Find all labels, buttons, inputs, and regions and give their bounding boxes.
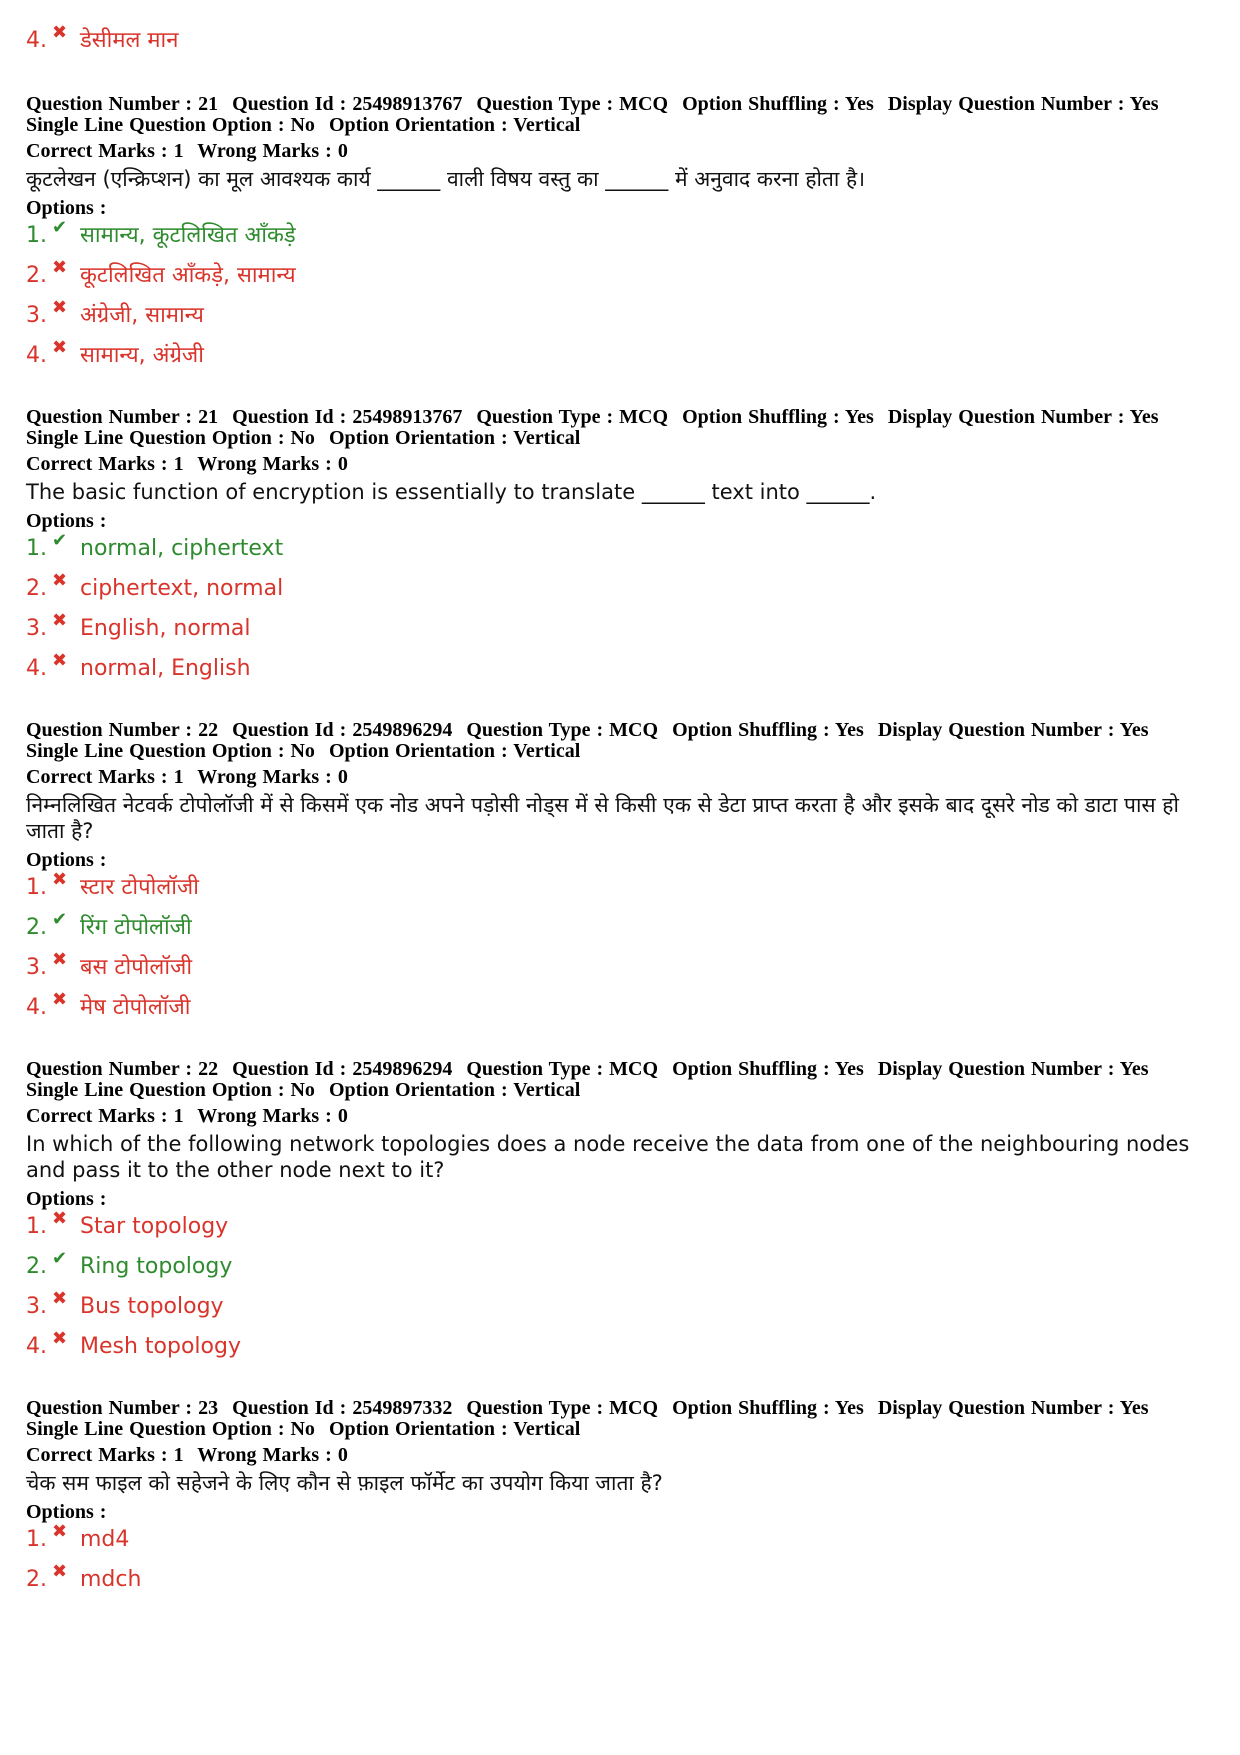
option-row — [26, 570, 1216, 614]
option-number: 4. — [26, 995, 47, 1020]
options-list — [26, 1521, 1216, 1605]
options-list — [26, 217, 1216, 381]
check-icon: ✔ — [52, 530, 68, 551]
question-stem: The basic function of encryption is essentially to translate ______ text into ______. — [26, 480, 877, 504]
option-text: normal, English — [80, 656, 251, 681]
option-text: सामान्य, कूटलिखित आँकड़े — [80, 223, 296, 248]
options-label: Options : — [26, 849, 107, 871]
option-text: mdch — [80, 1567, 142, 1592]
question-block — [26, 407, 1216, 694]
wrong-marks: Wrong Marks : 0 — [197, 766, 348, 788]
wrong-marks: Wrong Marks : 0 — [197, 140, 348, 162]
check-icon: ✔ — [52, 1248, 68, 1269]
question-meta-line-1 — [26, 720, 1216, 741]
option-number: 3. — [26, 616, 47, 641]
single-line-option: Single Line Question Option : No — [26, 427, 315, 449]
option-text: Bus topology — [80, 1294, 224, 1319]
check-icon: ✔ — [52, 909, 68, 930]
option-shuffling: Option Shuffling : Yes — [672, 1397, 864, 1419]
options-list — [26, 530, 1216, 694]
marks-line — [26, 1445, 1216, 1466]
question-block — [26, 1398, 1216, 1605]
option-orientation: Option Orientation : Vertical — [328, 114, 581, 136]
question-meta-line-1 — [26, 1398, 1216, 1419]
question-meta-line-2 — [26, 1419, 1216, 1440]
options-list — [26, 1208, 1216, 1372]
option-row — [26, 610, 1216, 654]
question-id: Question Id : 25498913767 — [232, 406, 463, 428]
question-type: Question Type : MCQ — [466, 1397, 659, 1419]
question-type: Question Type : MCQ — [476, 406, 669, 428]
cross-icon: ✖ — [52, 650, 68, 671]
option-number: 3. — [26, 303, 47, 328]
option-shuffling: Option Shuffling : Yes — [682, 406, 874, 428]
display-question-number: Display Question Number : Yes — [877, 719, 1149, 741]
option-text: कूटलिखित आँकड़े, सामान्य — [80, 263, 296, 288]
option-number: 1. — [26, 536, 47, 561]
option-row — [26, 650, 1216, 694]
cross-icon: ✖ — [52, 297, 68, 318]
option-row — [26, 1328, 1216, 1372]
option-text: md4 — [80, 1527, 130, 1552]
question-meta-line-2 — [26, 428, 1216, 449]
option-number: 4. — [26, 343, 47, 368]
option-row — [26, 217, 1216, 261]
option-number: 1. — [26, 223, 47, 248]
cross-icon: ✖ — [52, 869, 68, 890]
single-line-option: Single Line Question Option : No — [26, 1418, 315, 1440]
option-row — [26, 869, 1216, 913]
question-stem: चेक सम फाइल को सहेजने के लिए कौन से फ़ाइल फॉर्मेट का उपयोग किया जाता है? — [26, 1471, 663, 1495]
wrong-marks: Wrong Marks : 0 — [197, 453, 348, 475]
option-orientation: Option Orientation : Vertical — [328, 427, 581, 449]
option-orientation: Option Orientation : Vertical — [328, 740, 581, 762]
option-row — [26, 1208, 1216, 1252]
option-text: Star topology — [80, 1214, 229, 1239]
wrong-marks: Wrong Marks : 0 — [197, 1444, 348, 1466]
question-id: Question Id : 2549897332 — [232, 1397, 453, 1419]
correct-marks: Correct Marks : 1 — [26, 1444, 184, 1466]
question-id: Question Id : 25498913767 — [232, 93, 463, 115]
option-text: स्टार टोपोलॉजी — [80, 875, 199, 900]
cross-icon: ✖ — [52, 257, 68, 278]
question-type: Question Type : MCQ — [466, 719, 659, 741]
option-number: 3. — [26, 955, 47, 980]
question-id: Question Id : 2549896294 — [232, 719, 453, 741]
wrong-marks: Wrong Marks : 0 — [197, 1105, 348, 1127]
cross-icon: ✖ — [52, 1561, 68, 1582]
option-text: ciphertext, normal — [80, 576, 284, 601]
options-label: Options : — [26, 1501, 107, 1523]
check-icon: ✔ — [52, 217, 68, 238]
option-shuffling: Option Shuffling : Yes — [672, 1058, 864, 1080]
question-meta-line-1 — [26, 407, 1216, 428]
correct-marks: Correct Marks : 1 — [26, 766, 184, 788]
correct-marks: Correct Marks : 1 — [26, 453, 184, 475]
cross-icon: ✖ — [52, 1328, 68, 1349]
single-line-option: Single Line Question Option : No — [26, 740, 315, 762]
lead-options — [26, 22, 1216, 66]
question-number: Question Number : 21 — [26, 406, 219, 428]
question-paper — [26, 22, 1216, 1631]
question-number: Question Number : 22 — [26, 719, 219, 741]
option-row — [26, 22, 1216, 66]
cross-icon: ✖ — [52, 949, 68, 970]
option-number: 4. — [26, 1334, 47, 1359]
question-block — [26, 720, 1216, 1033]
question-type: Question Type : MCQ — [476, 93, 669, 115]
option-row — [26, 1288, 1216, 1332]
question-id: Question Id : 2549896294 — [232, 1058, 453, 1080]
question-meta-line-2 — [26, 1080, 1216, 1101]
option-text: रिंग टोपोलॉजी — [80, 915, 192, 940]
option-number: 1. — [26, 1214, 47, 1239]
cross-icon: ✖ — [52, 1521, 68, 1542]
option-text: English, normal — [80, 616, 251, 641]
option-number: 1. — [26, 875, 47, 900]
question-block — [26, 1059, 1216, 1372]
option-number: 2. — [26, 263, 47, 288]
option-text: normal, ciphertext — [80, 536, 284, 561]
question-stem: निम्नलिखित नेटवर्क टोपोलॉजी में से किसमें एक नोड अपने पड़ोसी नोड्स में से किसी एक से डेटा प्राप्त करता है और इसके बाद दूसरे नोड को डाटा पास हो जाता है? — [26, 793, 1179, 843]
cross-icon: ✖ — [52, 1208, 68, 1229]
marks-line — [26, 141, 1216, 162]
question-stem: In which of the following network topologies does a node receive the data from one of the neighbouring nodes and pass it to the other node next to it? — [26, 1132, 1190, 1182]
cross-icon: ✖ — [52, 989, 68, 1010]
option-text: अंग्रेजी, सामान्य — [80, 303, 204, 328]
question-meta-line-2 — [26, 115, 1216, 136]
option-row — [26, 337, 1216, 381]
option-text: बस टोपोलॉजी — [80, 955, 193, 980]
option-number: 4. — [26, 28, 47, 53]
option-text: सामान्य, अंग्रेजी — [80, 343, 204, 368]
option-text: Mesh topology — [80, 1334, 241, 1359]
option-number: 4. — [26, 656, 47, 681]
option-text: मेष टोपोलॉजी — [80, 995, 191, 1020]
display-question-number: Display Question Number : Yes — [877, 1058, 1149, 1080]
option-row — [26, 949, 1216, 993]
single-line-option: Single Line Question Option : No — [26, 1079, 315, 1101]
option-row — [26, 989, 1216, 1033]
option-row — [26, 909, 1216, 953]
question-number: Question Number : 22 — [26, 1058, 219, 1080]
option-row — [26, 530, 1216, 574]
display-question-number: Display Question Number : Yes — [877, 1397, 1149, 1419]
cross-icon: ✖ — [52, 570, 68, 591]
option-row — [26, 257, 1216, 301]
option-number: 1. — [26, 1527, 47, 1552]
option-orientation: Option Orientation : Vertical — [328, 1418, 581, 1440]
correct-marks: Correct Marks : 1 — [26, 1105, 184, 1127]
option-shuffling: Option Shuffling : Yes — [672, 719, 864, 741]
option-shuffling: Option Shuffling : Yes — [682, 93, 874, 115]
single-line-option: Single Line Question Option : No — [26, 114, 315, 136]
display-question-number: Display Question Number : Yes — [887, 93, 1159, 115]
marks-line — [26, 1106, 1216, 1127]
question-block — [26, 94, 1216, 381]
option-number: 2. — [26, 915, 47, 940]
question-meta-line-1 — [26, 94, 1216, 115]
option-orientation: Option Orientation : Vertical — [328, 1079, 581, 1101]
cross-icon: ✖ — [52, 337, 68, 358]
cross-icon: ✖ — [52, 610, 68, 631]
options-label: Options : — [26, 197, 107, 219]
option-number: 2. — [26, 576, 47, 601]
option-number: 3. — [26, 1294, 47, 1319]
cross-icon: ✖ — [52, 1288, 68, 1309]
options-label: Options : — [26, 510, 107, 532]
display-question-number: Display Question Number : Yes — [887, 406, 1159, 428]
option-text: Ring topology — [80, 1254, 233, 1279]
question-type: Question Type : MCQ — [466, 1058, 659, 1080]
question-number: Question Number : 21 — [26, 93, 219, 115]
option-number: 2. — [26, 1254, 47, 1279]
options-label: Options : — [26, 1188, 107, 1210]
options-list — [26, 869, 1216, 1033]
option-row — [26, 1521, 1216, 1565]
option-row — [26, 297, 1216, 341]
marks-line — [26, 767, 1216, 788]
correct-marks: Correct Marks : 1 — [26, 140, 184, 162]
option-number: 2. — [26, 1567, 47, 1592]
marks-line — [26, 454, 1216, 475]
question-number: Question Number : 23 — [26, 1397, 219, 1419]
option-row — [26, 1248, 1216, 1292]
question-meta-line-1 — [26, 1059, 1216, 1080]
question-stem: कूटलेखन (एन्क्रिप्शन) का मूल आवश्यक कार्य ______ वाली विषय वस्तु का ______ में अनुवाद करना होता है। — [26, 167, 866, 191]
option-row — [26, 1561, 1216, 1605]
question-meta-line-2 — [26, 741, 1216, 762]
option-text: डेसीमल मान — [80, 28, 179, 53]
cross-icon: ✖ — [52, 22, 68, 43]
